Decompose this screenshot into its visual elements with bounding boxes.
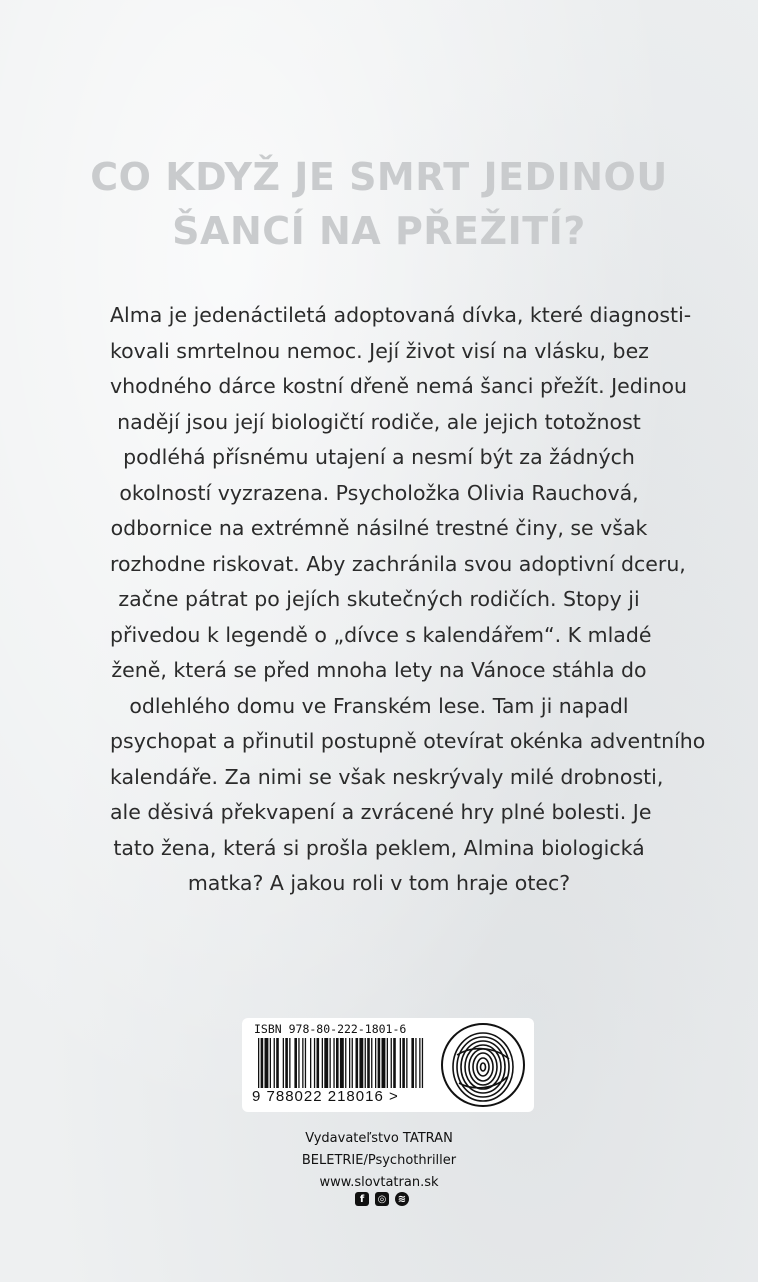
barcode-bar: [375, 1038, 376, 1088]
barcode-bar: [371, 1038, 372, 1088]
barcode-bar: [314, 1038, 315, 1088]
barcode-bar: [265, 1038, 269, 1088]
barcode-bar: [349, 1038, 350, 1088]
barcode-bar: [270, 1038, 271, 1088]
blurb-text: [110, 298, 706, 902]
blurb-line: okolností vyzrazena. Psycholožka Olivia Rauchová,: [119, 480, 639, 505]
spotify-icon[interactable]: ≋: [395, 1192, 409, 1206]
barcode-bar: [365, 1038, 366, 1088]
instagram-icon[interactable]: ◎: [375, 1192, 389, 1206]
barcode-bar: [283, 1038, 284, 1088]
barcode-bar: [324, 1038, 328, 1088]
barcode-bar: [359, 1038, 363, 1088]
barcode-bar: [391, 1038, 392, 1088]
barcode-bar: [340, 1038, 344, 1088]
barcode-bar: [422, 1038, 423, 1088]
barcode-bar: [352, 1038, 353, 1088]
blurb-line: Alma je jedenáctiletá adoptovaná dívka, které diagnosti-: [110, 303, 692, 327]
barcode-bar: [289, 1038, 290, 1088]
barcode-bar: [258, 1038, 259, 1088]
publisher-website[interactable]: www.slovtatran.sk: [319, 1175, 439, 1190]
ean-digits: 9 788022 218016 >: [252, 1088, 399, 1105]
barcode-bar: [336, 1038, 339, 1088]
barcode-bar: [298, 1038, 299, 1088]
facebook-icon[interactable]: f: [355, 1192, 369, 1206]
blurb-line: ženě, která se před mnoha lety na Vánoce stáhla do: [111, 658, 647, 682]
blurb-line: vhodného dárce kostní dřeně nemá šanci přežít. Jedinou: [110, 374, 688, 398]
blurb-line: kovali smrtelnou nemoc. Její život visí na vlásku, bez: [110, 338, 649, 363]
barcode-panel: [242, 1018, 534, 1112]
barcode-bar: [330, 1038, 331, 1088]
barcode-bars: [254, 1038, 428, 1090]
barcode-bar: [261, 1038, 264, 1088]
barcode-bar: [305, 1038, 306, 1088]
blurb-line: psychopat a přinutil postupně otevírat okénka adventního: [110, 729, 706, 753]
social-icons: [355, 1192, 409, 1206]
fingerprint-logo-icon: [441, 1023, 525, 1107]
barcode-bar: [382, 1038, 386, 1088]
publisher-name: Vydavateľstvo TATRAN: [305, 1131, 453, 1146]
blurb-line: nadějí jsou její biologičtí rodiče, ale jejich totožnost: [117, 409, 641, 434]
blurb-line: přivedou k legendě o „dívce s kalendářem“. K mladé: [110, 622, 652, 647]
blurb-line: odbornice na extrémně násilné trestné činy, se však: [110, 516, 648, 540]
headline: [0, 150, 758, 258]
publisher-genre: BELETRIE/Psychothriller: [301, 1153, 457, 1168]
barcode-bar: [322, 1038, 323, 1088]
barcode-bar: [367, 1038, 370, 1088]
blurb-line: kalendáře. Za nimi se však neskrývaly milé drobnosti,: [110, 764, 664, 789]
barcode-bar: [415, 1038, 416, 1088]
barcode-bar: [285, 1038, 288, 1088]
barcode-bar: [274, 1038, 275, 1088]
barcode-bar: [378, 1038, 381, 1088]
barcode-bar: [406, 1038, 407, 1088]
barcode-bar: [317, 1038, 320, 1088]
barcode-bar: [294, 1038, 297, 1088]
barcode-bar: [402, 1038, 405, 1088]
barcode-bar: [411, 1038, 414, 1088]
barcode-bar: [302, 1038, 303, 1088]
isbn-number: ISBN 978-80-222-1801-6: [254, 1022, 407, 1036]
barcode-bar: [393, 1038, 396, 1088]
blurb-line: tato žena, která si prošla peklem, Almina biologická: [113, 835, 645, 860]
barcode-bar: [276, 1038, 279, 1088]
blurb-line: podléhá přísnému utajení a nesmí být za žádných: [123, 445, 635, 469]
barcode-bar: [387, 1038, 388, 1088]
barcode-bar: [400, 1038, 401, 1088]
blurb-line: rozhodne riskovat. Aby zachránila svou adoptivní dceru,: [110, 551, 686, 576]
barcode-bar: [333, 1038, 334, 1088]
blurb-line: matka? A jakou roli v tom hraje otec?: [187, 871, 571, 895]
barcode-bar: [345, 1038, 346, 1088]
blurb-line: ale děsivá překvapení a zvrácené hry plné bolesti. Je: [110, 800, 652, 824]
headline-line-2: ŠANCÍ NA PŘEŽITÍ?: [172, 209, 586, 253]
barcode-bar: [419, 1038, 420, 1088]
barcode-bar: [310, 1038, 311, 1088]
blurb-line: začne pátrat po jejích skutečných rodičích. Stopy ji: [118, 587, 640, 611]
barcode-bar: [356, 1038, 359, 1088]
headline-line-1: CO KDYŽ JE SMRT JEDINOU: [90, 155, 668, 199]
blurb-line: odlehlého domu ve Franském lese. Tam ji napadl: [129, 693, 629, 718]
publisher-info: [0, 1128, 758, 1194]
